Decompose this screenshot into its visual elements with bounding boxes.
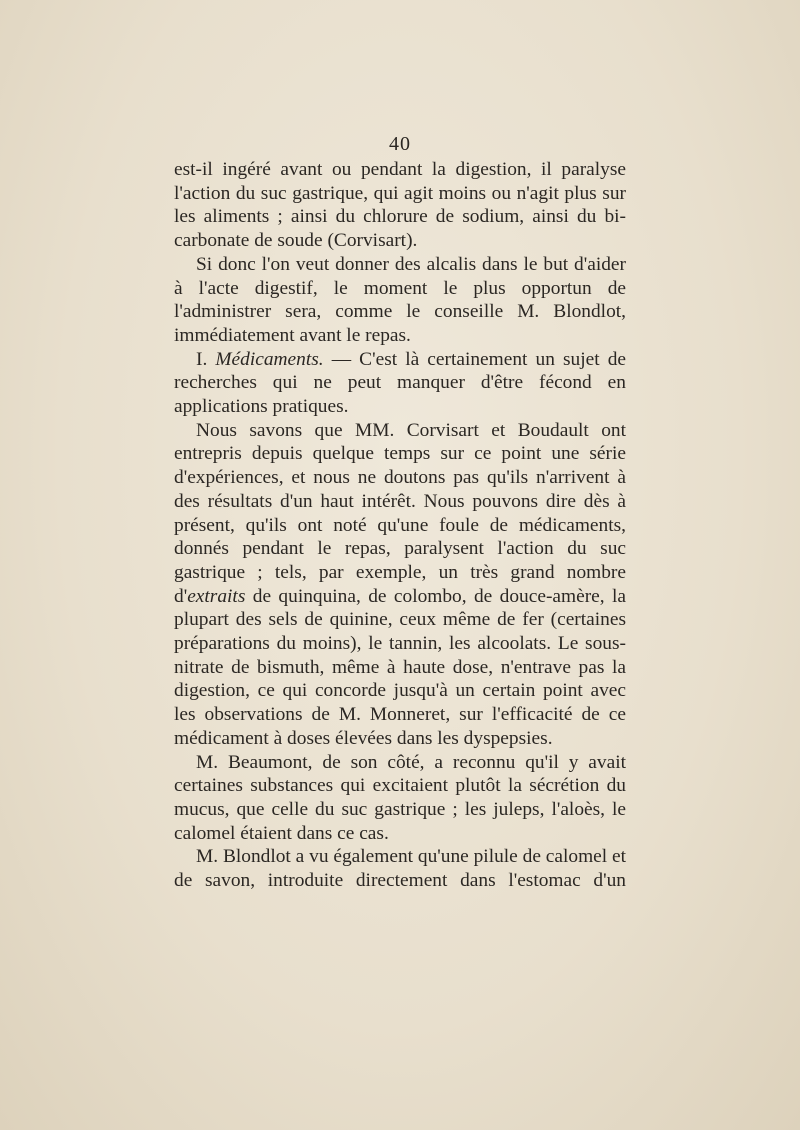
paragraph-3-text: — C'est là certainement un sujet de recherches qui ne peut manquer d'être fécond en applications pratiques. (174, 348, 626, 418)
page-number: 40 (389, 133, 411, 155)
section-number: I. (196, 348, 216, 370)
body-text (174, 158, 626, 893)
paragraph-1: est-il ingéré avant ou pendant la digestion, il paralyse l'action du suc gastrique, qui agit moins ou n'agit plus sur les aliments ; ainsi du chlorure de sodium, ainsi du bi-carbonate de soude (Corvisart). (174, 159, 626, 252)
paragraph-2: Si donc l'on veut donner des alcalis dans le but d'aider à l'acte digestif, le moment le plus opportun de l'administrer sera, comme le conseille M. Blondlot, immédiatement avant le repas. (174, 253, 626, 346)
paragraph-5: M. Beaumont, de son côté, a reconnu qu'il y avait certaines substances qui excitaient plutôt la sécrétion du mucus, que celle du suc gastrique ; les juleps, l'aloès, le calomel étaient dans ce cas. (174, 751, 626, 844)
paragraph-3 (174, 348, 626, 419)
section-heading: Médicaments. (215, 348, 324, 370)
paragraph-4-italic: extraits (187, 585, 246, 607)
paragraph-4 (174, 419, 626, 751)
paragraph-4-text-before: Nous savons que MM. Corvisart et Boudault ont entrepris depuis quelque temps sur ce point une série d'expériences, et nous ne doutons pas qu'ils n'arrivent à des résultats d'un haut intérêt. Nous pouvons dire dès à présent, qu'ils ont noté qu'une foule de médicaments, donnés pendant le repas, paralysent l'action du suc gastrique ; tels, par exemple, un très grand nombre d' (174, 419, 626, 607)
paragraph-6: M. Blondlot a vu également qu'une pilule de calomel et de savon, introduite directement dans l'estomac d'un (174, 846, 626, 892)
paragraph-4-text-after: de quinquina, de colombo, de douce-amère, la plupart des sels de quinine, ceux même de fer (certaines préparations du moins), le tannin, les alcoolats. Le sous-nitrate de bismuth, même à haute dose, n'entrave pas la digestion, ce qui concorde jusqu'à un certain point avec les observations de M. Monneret, sur l'efficacité de ce médicament à doses élevées dans les dyspepsies. (174, 585, 626, 749)
